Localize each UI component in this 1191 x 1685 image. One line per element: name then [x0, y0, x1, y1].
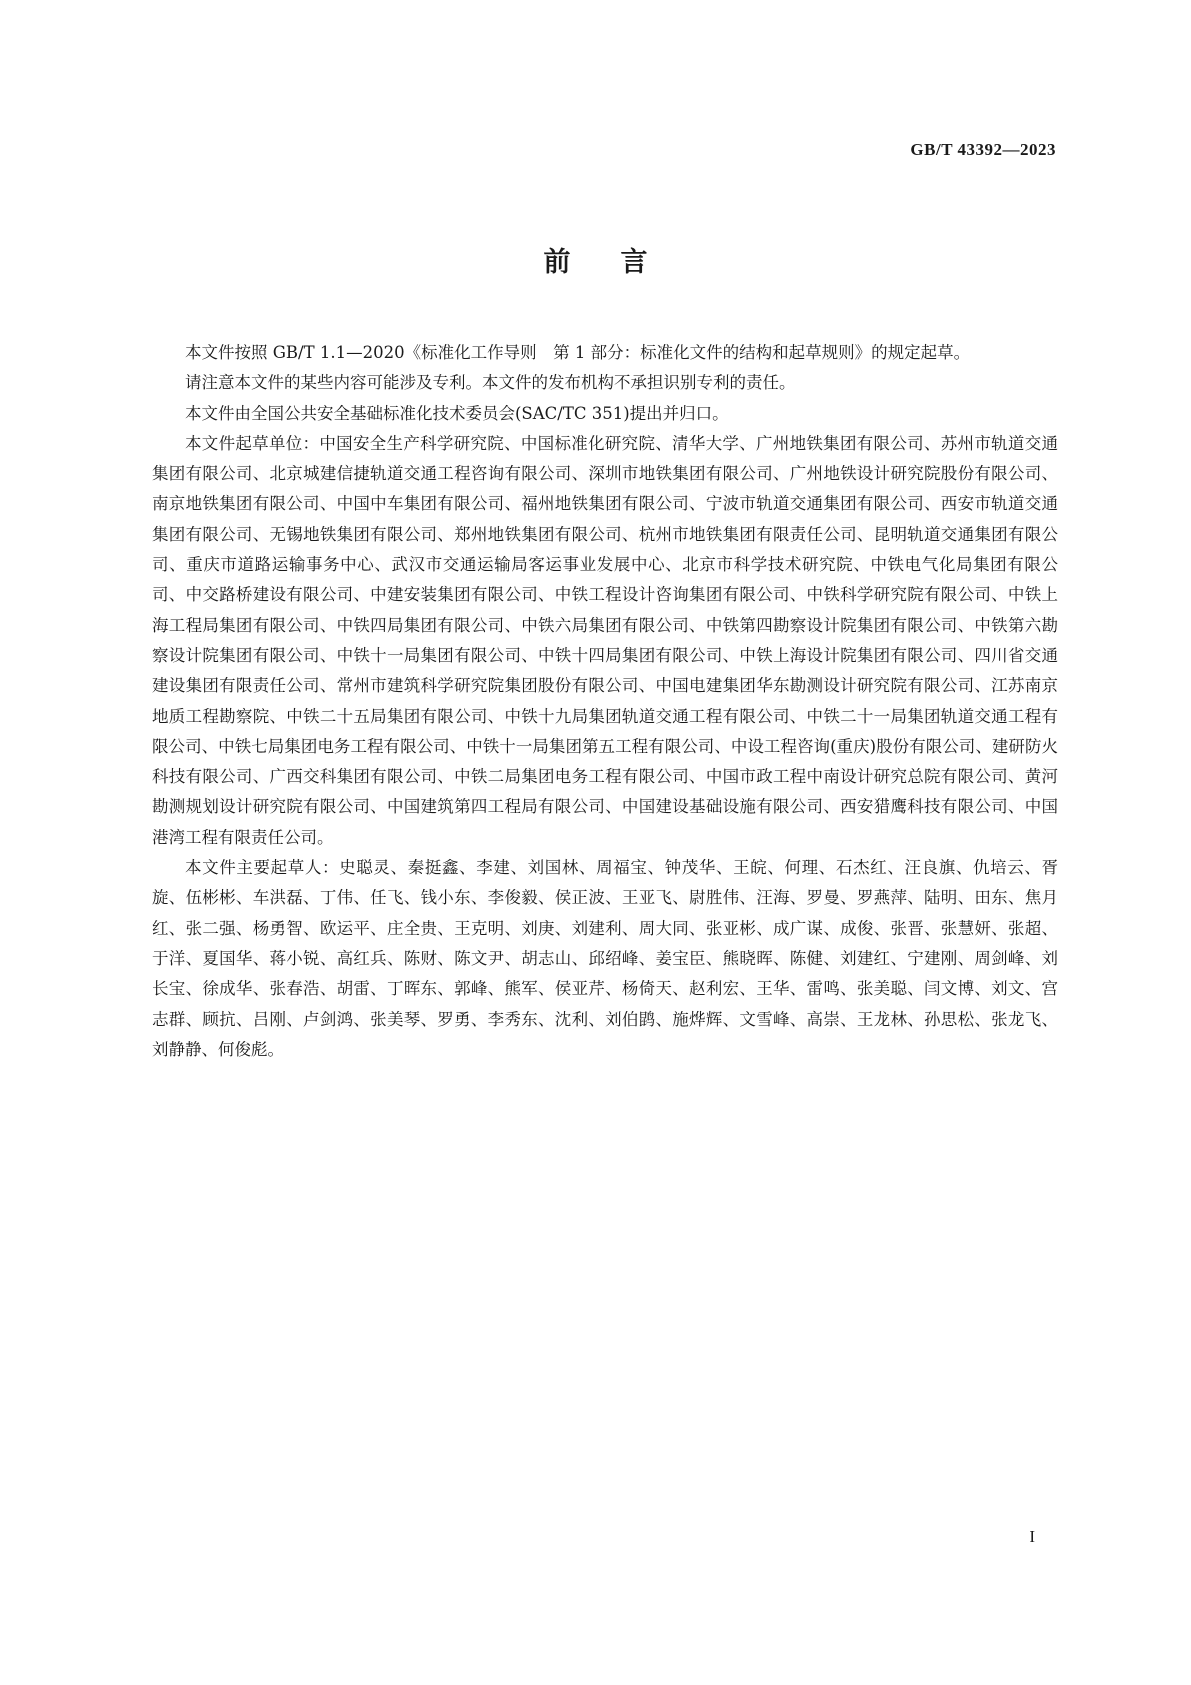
- paragraph-committee: 本文件由全国公共安全基础标准化技术委员会(SAC/TC 351)提出并归口。: [185, 403, 729, 423]
- paragraph-patent-notice: 请注意本文件的某些内容可能涉及专利。本文件的发布机构不承担识别专利的责任。: [185, 373, 796, 393]
- paragraph-drafters: 本文件主要起草人：史聪灵、秦挺鑫、李建、刘国林、周福宝、钟茂华、王皖、何理、石杰红、汪良旗、仇培云、胥旋、伍彬彬、车洪磊、丁伟、任飞、钱小东、李俊毅、侯正波、王亚飞、尉胜伟、汪海、罗曼、罗燕萍、陆明、田东、焦月红、张二强、杨勇智、欧运平、庄全贵、王克明、刘庚、刘建利、周大同、张亚彬、成广谋、成俊、张晋、张慧妍、张超、于洋、夏国华、蒋小锐、高红兵、陈财、陈文尹、胡志山、邱绍峰、姜宝臣、熊晓晖、陈健、刘建红、宁建刚、周剑峰、刘长宝、徐成华、张春浩、胡雷、丁晖东、郭峰、熊军、侯亚芹、杨倚天、赵利宏、王华、雷鸣、张美聪、闫文博、刘文、宫志群、顾抗、吕刚、卢剑鸿、张美琴、罗勇、李秀东、沈利、刘伯鹍、施烨辉、文雪峰、高崇、王龙林、孙思松、张龙飞、刘静静、何俊彪。: [152, 858, 1058, 1059]
- document-body: [152, 338, 1058, 1065]
- page-title: 前言: [543, 247, 698, 278]
- paragraph-drafting-rules: 本文件按照 GB/T 1.1—2020《标准化工作导则 第 1 部分：标准化文件的结构和起草规则》的规定起草。: [185, 343, 971, 362]
- paragraph-drafting-units: 本文件起草单位：中国安全生产科学研究院、中国标准化研究院、清华大学、广州地铁集团有限公司、苏州市轨道交通集团有限公司、北京城建信捷轨道交通工程咨询有限公司、深圳市地铁集团有限公司、广州地铁设计研究院股份有限公司、南京地铁集团有限公司、中国中车集团有限公司、福州地铁集团有限公司、宁波市轨道交通集团有限公司、西安市轨道交通集团有限公司、无锡地铁集团有限公司、郑州地铁集团有限公司、杭州市地铁集团有限责任公司、昆明轨道交通集团有限公司、重庆市道路运输事务中心、武汉市交通运输局客运事业发展中心、北京市科学技术研究院、中铁电气化局集团有限公司、中交路桥建设有限公司、中建安装集团有限公司、中铁工程设计咨询集团有限公司、中铁科学研究院有限公司、中铁上海工程局集团有限公司、中铁四局集团有限公司、中铁六局集团有限公司、中铁第四勘察设计院集团有限公司、中铁第六勘察设计院集团有限公司、中铁十一局集团有限公司、中铁十四局集团有限公司、中铁上海设计院集团有限公司、四川省交通建设集团有限责任公司、常州市建筑科学研究院集团股份有限公司、中国电建集团华东勘测设计研究院有限公司、江苏南京地质工程勘察院、中铁二十五局集团有限公司、中铁十九局集团轨道交通工程有限公司、中铁二十一局集团轨道交通工程有限公司、中铁七局集团电务工程有限公司、中铁十一局集团第五工程有限公司、中设工程咨询(重庆)股份有限公司、建研防火科技有限公司、广西交科集团有限公司、中铁二局集团电务工程有限公司、中国市政工程中南设计研究总院有限公司、黄河勘测规划设计研究院有限公司、中国建筑第四工程局有限公司、中国建设基础设施有限公司、西安猎鹰科技有限公司、中国港湾工程有限责任公司。: [152, 433, 1058, 847]
- page-number: I: [1029, 1527, 1035, 1546]
- standard-number: GB/T 43392—2023: [910, 140, 1056, 159]
